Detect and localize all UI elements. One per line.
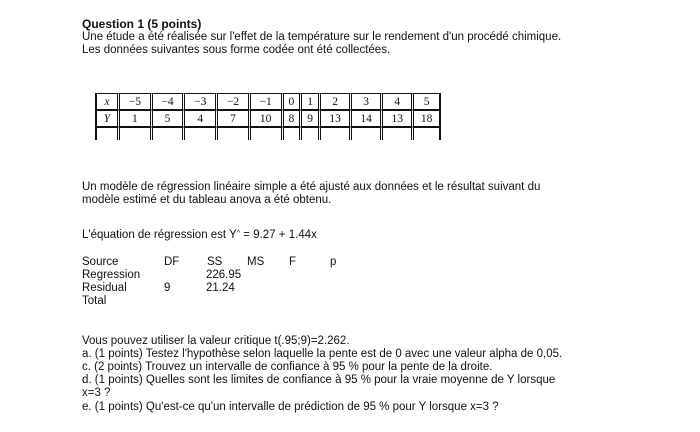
y-cell: 14 xyxy=(352,110,383,127)
question-a: a. (1 points) Testez l'hypothèse selon laquelle la pente est de 0 avec une valeur alpha de 0,05. xyxy=(82,348,563,360)
anova-ss-regression: 226.95 xyxy=(206,269,242,281)
y-row xyxy=(97,110,439,127)
x-cell: 3 xyxy=(352,93,383,110)
model-text-line-2: modèle estimé et du tableau anova a été obtenu. xyxy=(82,194,332,206)
empty-cell xyxy=(321,127,352,140)
x-cell: 0 xyxy=(284,93,303,110)
empty-cell xyxy=(251,127,284,140)
intro-line-2: Les données suivantes sous forme codée ont été collectées. xyxy=(82,44,391,56)
data-table xyxy=(95,93,441,140)
y-cell: 18 xyxy=(414,110,439,127)
empty-row xyxy=(97,127,439,140)
anova-header-ms: MS xyxy=(247,256,265,268)
x-cell: −5 xyxy=(120,93,153,110)
empty-cell xyxy=(97,127,120,140)
anova-header-df: DF xyxy=(164,256,180,268)
anova-ss-residual: 21.24 xyxy=(206,282,235,294)
equation-prefix: L'équation de régression est Y xyxy=(82,229,237,241)
empty-cell xyxy=(383,127,414,140)
x-cell: 4 xyxy=(383,93,414,110)
anova-df-residual: 9 xyxy=(164,282,171,294)
y-cell: 4 xyxy=(185,110,218,127)
empty-cell xyxy=(185,127,218,140)
x-cell: −1 xyxy=(251,93,284,110)
empty-cell xyxy=(284,127,303,140)
intro-line-1: Une étude a été réalisée sur l'effet de la température sur le rendement d'un procédé chimique. xyxy=(82,31,562,43)
y-cell: 13 xyxy=(321,110,352,127)
x-cell: −4 xyxy=(153,93,186,110)
x-cell: −2 xyxy=(218,93,251,110)
anova-source-regression: Regression xyxy=(82,269,141,281)
y-cell: 9 xyxy=(302,110,321,127)
empty-cell xyxy=(414,127,439,140)
anova-header-source: Source xyxy=(82,256,119,268)
empty-cell xyxy=(153,127,186,140)
y-label: Y xyxy=(97,110,120,127)
equation-rhs: = 9.27 + 1.44x xyxy=(243,229,317,241)
y-cell: 1 xyxy=(120,110,153,127)
question-d-line-1: d. (1 points) Quelles sont les limites de confiance à 95 % pour la vraie moyenne de Y lorsque xyxy=(82,374,556,386)
anova-source-total: Total xyxy=(82,295,107,307)
anova-header-f: F xyxy=(289,256,297,268)
question-title: Question 1 (5 points) xyxy=(82,17,202,31)
question-d-line-2: x=3 ? xyxy=(82,387,111,399)
empty-cell xyxy=(120,127,153,140)
model-text-line-1: Un modèle de régression linéaire simple a été ajusté aux données et le résultat suivant du xyxy=(82,181,541,193)
x-row xyxy=(97,93,439,110)
y-hat-symbol: ^ xyxy=(236,230,241,237)
x-cell: −3 xyxy=(185,93,218,110)
empty-cell xyxy=(352,127,383,140)
empty-cell xyxy=(302,127,321,140)
empty-cell xyxy=(218,127,251,140)
y-cell: 7 xyxy=(218,110,251,127)
y-cell: 5 xyxy=(153,110,186,127)
anova-header-ss: SS xyxy=(207,256,223,268)
y-cell: 10 xyxy=(251,110,284,127)
critical-value-note: Vous pouvez utiliser la valeur critique t(.95;9)=2.262. xyxy=(82,335,350,347)
y-cell: 13 xyxy=(383,110,414,127)
question-e: e. (1 points) Qu'est-ce qu'un intervalle de prédiction de 95 % pour Y lorsque x=3 ? xyxy=(82,401,499,413)
x-cell: 1 xyxy=(302,93,321,110)
anova-source-residual: Residual xyxy=(82,282,127,294)
x-cell: 5 xyxy=(414,93,439,110)
y-cell: 8 xyxy=(284,110,303,127)
x-label: x xyxy=(97,93,120,110)
regression-equation xyxy=(82,229,317,241)
anova-header-p: p xyxy=(330,256,337,268)
x-cell: 2 xyxy=(321,93,352,110)
question-c: c. (2 points) Trouvez un intervalle de confiance à 95 % pour la pente de la droite. xyxy=(82,361,493,373)
